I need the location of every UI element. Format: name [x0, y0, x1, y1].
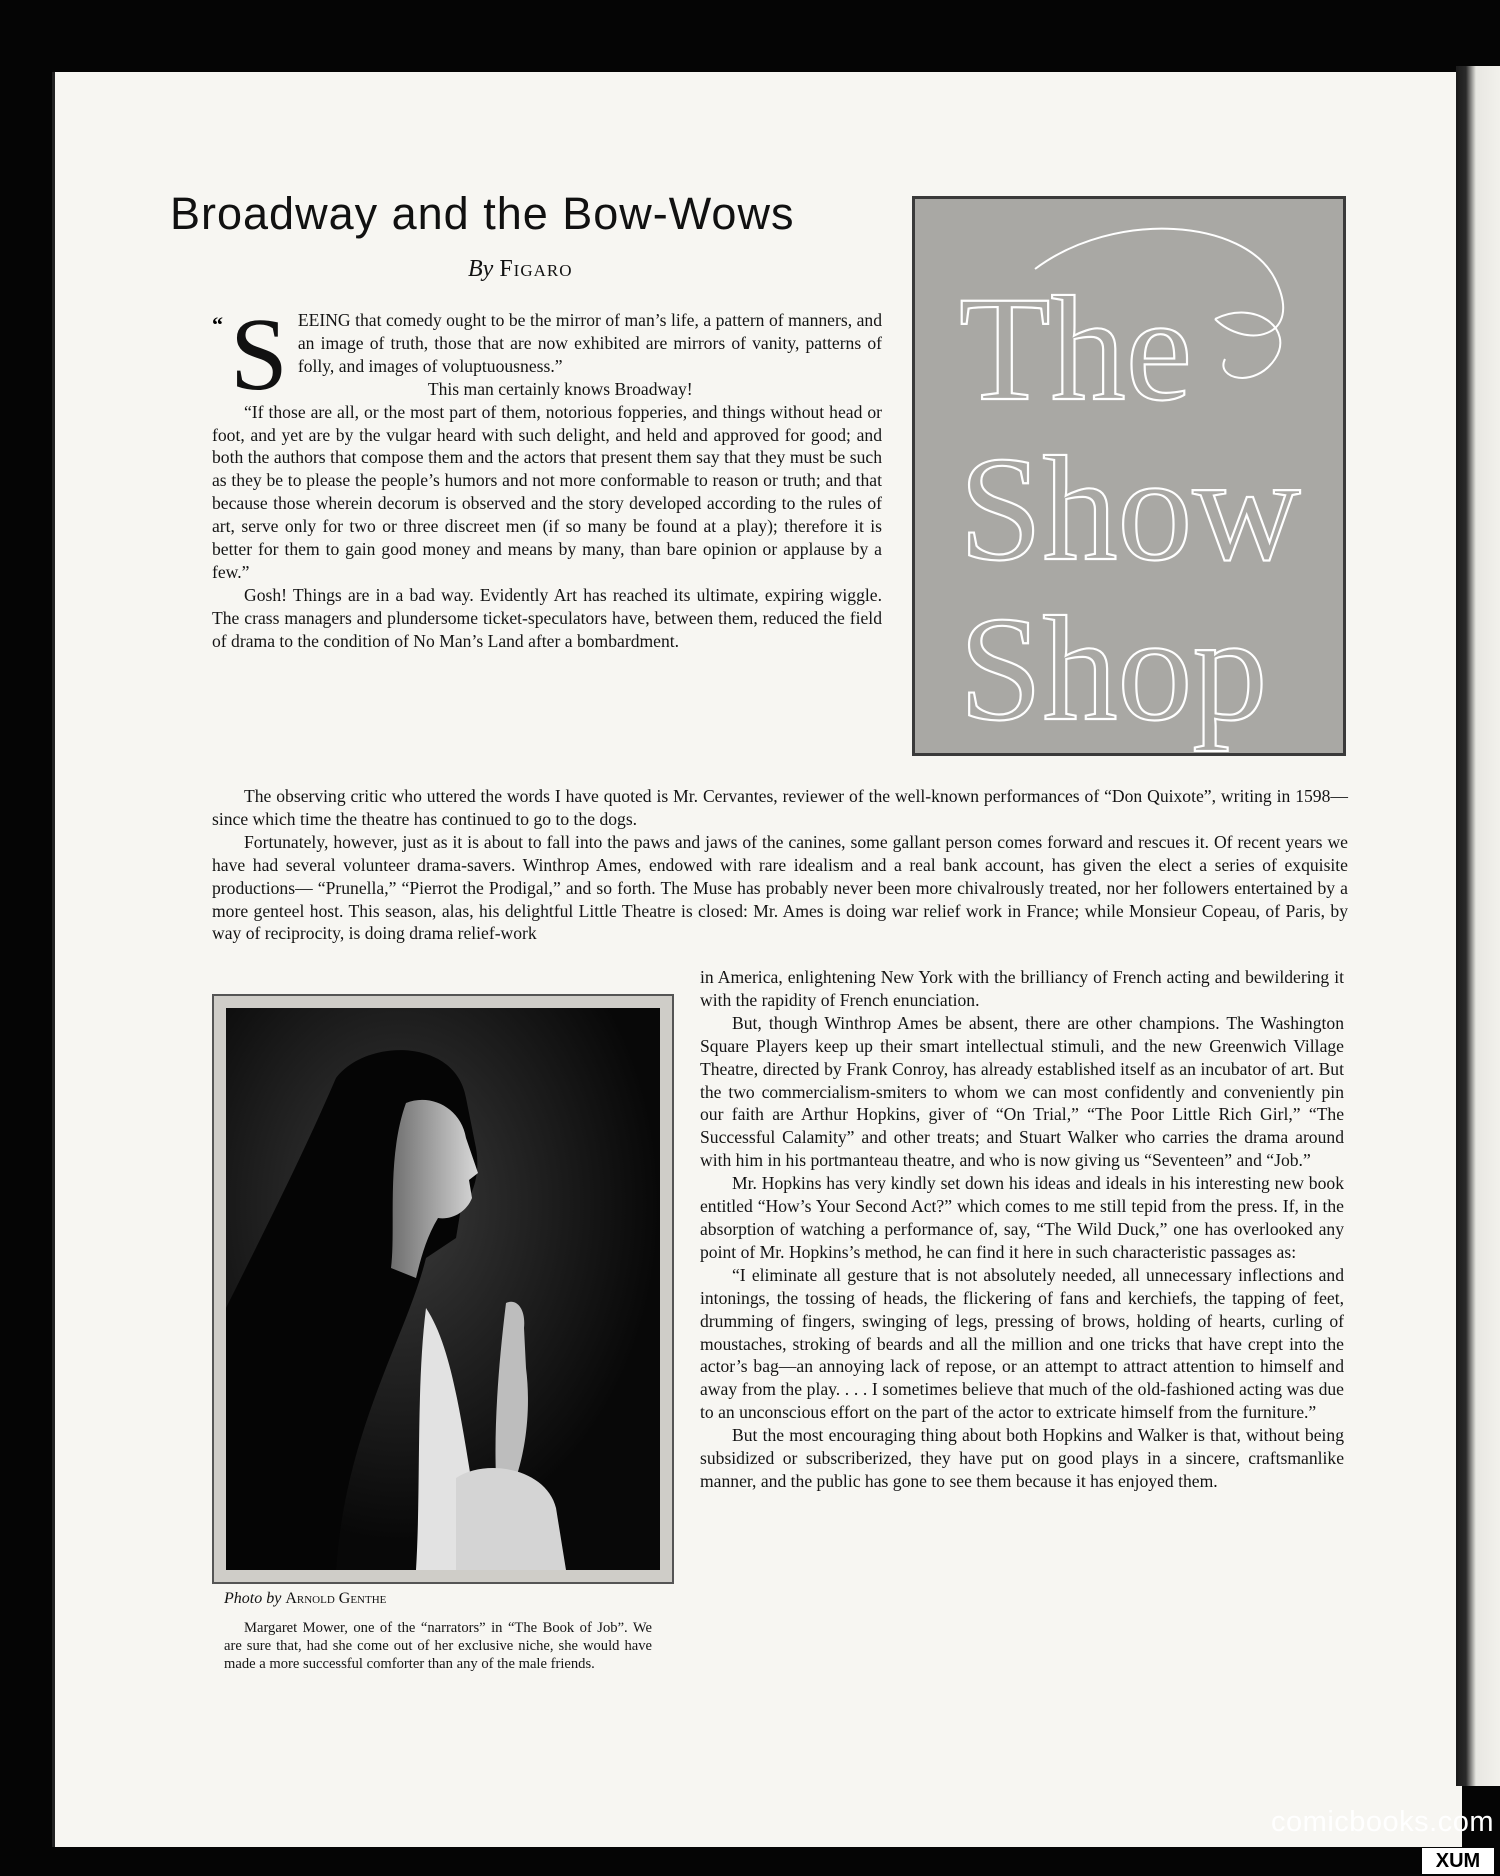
- photo-credit-label: Photo by: [224, 1590, 282, 1607]
- watermark-site: comicbooks.com: [1271, 1806, 1494, 1838]
- portrait-photo: [212, 994, 674, 1584]
- photo-credit-name: Arnold Genthe: [285, 1590, 387, 1607]
- show-shop-logo: [912, 196, 1346, 756]
- show-shop-logo-art: [915, 199, 1343, 753]
- intro-paragraph-4: Gosh! Things are in a bad way. Evidently Art has reached its ultimate, expiring wiggle. The crass managers and plundersome ticket-speculators have, between them, reduced the field of drama to the condition of No Man’s Land after a bombardment.: [212, 584, 882, 651]
- right-paragraph-3: Mr. Hopkins has very kindly set down his ideas and ideals in his interesting new book entitled “How’s Your Second Act?” which comes to me still tepid from the press. If, in the absorption of watching a performance of, say, “The Wild Duck,” one has overlooked any point of Mr. Hopkins’s method, he can find it here in such characteristic passages as:: [700, 1173, 1344, 1262]
- portrait-image: [226, 1008, 660, 1570]
- logo-line-show: Show: [959, 426, 1301, 592]
- right-column: [700, 966, 1344, 1493]
- intro-paragraph-2: This man certainly knows Broadway!: [427, 378, 693, 399]
- drop-cap: S: [230, 297, 288, 412]
- wide-column: [212, 785, 1348, 945]
- logo-line-the: The: [959, 266, 1193, 432]
- right-paragraph-4: “I eliminate all gesture that is not absolutely needed, all unnecessary inflections and intonings, the tossing of heads, the flickering of fans and kerchiefs, the tapping of feet, drumming of fingers, swinging of legs, pressing of brows, holding of hearts, curling of moustaches, stroking of beards and all the million and one tricks that have crept into the actor’s bag—an annoying lack of repose, or an attempt to attract attention to himself and away from the play. . . . I sometimes believe that much of the old-fashioned acting was due to an unconscious effort on the part of the actor to extricate himself from the furniture.”: [700, 1264, 1344, 1423]
- wide-paragraph-1: The observing critic who uttered the words I have quoted is Mr. Cervantes, reviewer of the well-known performances of “Don Quixote”, writing in 1598—since which time the theatre has continued to go to the dogs.: [212, 786, 1348, 829]
- wide-paragraph-2: Fortunately, however, just as it is about to fall into the paws and jaws of the canines, some gallant person comes forward and rescues it. Of recent years we have had several volunteer drama-savers. Winthrop Ames, endowed with rare idealism and a real bank account, has given the elect a series of exquisite productions— “Prunella,” “Pierrot the Prodigal,” and so forth. The Muse has probably never been more chivalrously treated, nor her followers entertained by a more genteel host. This season, alas, his delightful Little Theatre is closed: Mr. Ames is doing war relief work in France; while Monsieur Copeau, of Paris, by way of reciprocity, is doing drama relief-work: [212, 831, 1348, 944]
- byline-prefix: By: [468, 256, 494, 282]
- right-paragraph-5: But the most encouraging thing about both Hopkins and Walker is that, without being subsidized or subscriberized, they have put on good plays in a sincere, craftsmanlike manner, and the public has gone to see them because it has enjoyed them.: [700, 1425, 1344, 1491]
- right-paragraph-2: But, though Winthrop Ames be absent, there are other champions. The Washington Square Players keep up their smart intellectual stimuli, and the new Greenwich Village Theatre, directed by Frank Conroy, has already established itself as an incubator of art. But the two commercialism-smiters to whom we can most confidently and conveniently pin our faith are Arthur Hopkins, giver of “On Trial,” “The Poor Little Rich Girl,” “The Successful Calamity” and other treats; and Stuart Walker who carries the drama around with him in his portmanteau theatre, and who is now giving us “Seventeen” and “Job.”: [700, 1012, 1344, 1171]
- intro-paragraph-1: SEEING that comedy ought to be the mirror of man’s life, a pattern of manners, and an image of truth, those that are now exhibited are mirrors of vanity, patterns of folly, and images of voluptuousness.”: [230, 297, 882, 412]
- watermark-tag: XUM: [1422, 1848, 1494, 1874]
- site-watermark: [1222, 1806, 1500, 1876]
- photo-credit: [224, 1590, 386, 1608]
- intro-column: [212, 297, 882, 653]
- opening-quote-mark: “: [212, 312, 223, 337]
- byline: [468, 256, 573, 283]
- article-title: Broadway and the Bow-Wows: [170, 188, 795, 239]
- intro-paragraph-3: “If those are all, or the most part of them, notorious fopperies, and things without head or foot, and yet are by the vulgar heard with such delight, and held and approved for good; and both the authors that compose them and the actors that present them say that they must be such as they be to please the people’s humors and not more conformable to reason or truth; and that because those wherein decorum is observed and the story developed according to the rules of art, serve only for two or three discreet men (if so many be found at a play); therefore it is better for them to gain good money and means by many, than bare opinion or applause by a few.”: [212, 401, 882, 582]
- facing-page-edge: [1456, 66, 1500, 1786]
- photo-caption: [224, 1620, 652, 1673]
- right-paragraph-1: in America, enlightening New York with the brilliancy of French acting and bewildering it with the rapidity of French enunciation.: [700, 967, 1344, 1010]
- photo-caption-text: Margaret Mower, one of the “narrators” in “The Book of Job”. We are sure that, had she come out of her exclusive niche, she would have made a more successful comforter than any of the male friends.: [224, 1620, 652, 1672]
- byline-author: Figaro: [499, 256, 573, 282]
- logo-line-shop: Shop: [959, 586, 1268, 752]
